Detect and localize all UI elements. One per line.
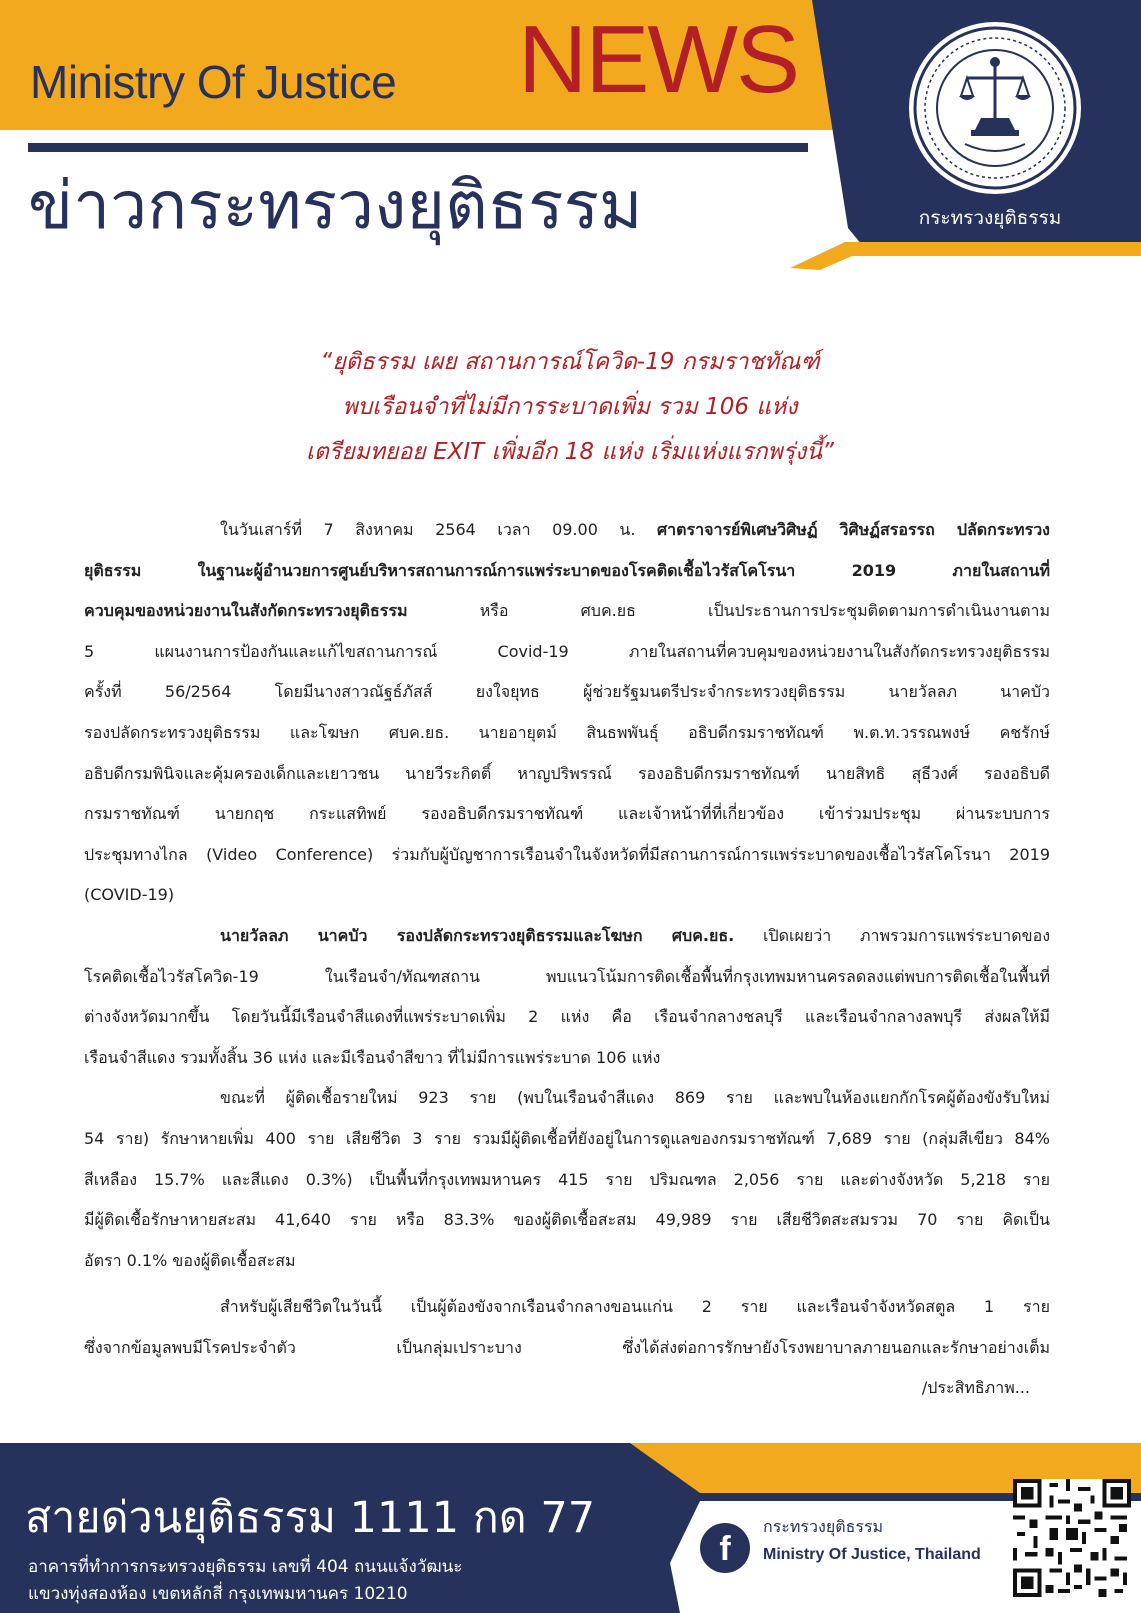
chairperson-name: ศาตราจารย์พิเศษวิศิษฏ์ วิศิษฏ์สรอรรถ ปลัดกระทรวง <box>656 520 1050 539</box>
paragraph-line: เรือนจำสีแดง รวมทั้งสิ้น 36 แห่ง และมีเรือนจำสีขาว ที่ไม่มีการแพร่ระบาด 106 แห่ง <box>84 1047 661 1067</box>
paragraph-4 <box>84 1287 1050 1368</box>
paragraph-line: กรมราชทัณฑ์ นายกฤช กระแสทิพย์ รองอธิบดีกรมราชทัณฑ์ และเจ้าหน้าที่ที่เกี่ยวข้อง เข้าร่วมประชุม ผ่านระบบการ <box>84 804 1050 824</box>
paragraph-line: ต่างจังหวัดมากขึ้น โดยวันนี้มีเรือนจำสีแดงที่แพร่ระบาดเพิ่ม 2 แห่ง คือ เรือนจำกลางชลบุรี และเรือนจำกลางลพบุรี ส่งผลให้มี <box>84 1007 1050 1027</box>
paragraph-line: สำหรับผู้เสียชีวิตในวันนี้ เป็นผู้ต้องขังจากเรือนจำกลางขอนแก่น 2 ราย และเรือนจำจังหวัดสตูล 1 ราย <box>220 1297 1050 1317</box>
spokesperson-name: นายวัลลภ นาคบัว รองปลัดกระทรวงยุติธรรมและโฆษก ศบค.ยธ. <box>220 925 735 945</box>
continued-marker: /ประสิทธิภาพ... <box>921 1378 1030 1398</box>
article-body <box>84 510 1050 1409</box>
meeting-date-text: ในวันเสาร์ที่ 7 สิงหาคม 2564 เวลา 09.00 น. <box>220 520 657 539</box>
facebook-icon[interactable]: f <box>700 1523 750 1573</box>
paragraph-2 <box>84 916 1050 1078</box>
address-line-1: อาคารที่ทำการกระทรวงยุติธรรม เลขที่ 404 ถนนแจ้งวัฒนะ <box>28 1557 463 1577</box>
paragraph-line: 5 แผนงานการป้องกันและแก้ไขสถานการณ์ Covid-19 ภายในสถานที่ควบคุมของหน่วยงานในสังกัดกระทรวงยุติธรรม <box>84 641 1050 661</box>
footer-banner <box>0 1443 1141 1613</box>
justice-hotline: สายด่วนยุติธรรม 1111 กด 77 <box>25 1493 596 1543</box>
paragraph-line: โรคติดเชื้อไวรัสโควิด-19 ในเรือนจำ/ทัณฑสถาน พบแนวโน้มการติดเชื้อพื้นที่กรุงเทพมหานครลดลงแต่พบการติดเชื้อในพื้นที่ <box>84 966 1050 986</box>
seal-caption: กระทรวงยุติธรรม <box>918 207 1062 229</box>
paragraph-line: ยุติธรรม ในฐานะผู้อำนวยการศูนย์บริหารสถานการณ์การแพร่ระบาดของโรคติดเชื้อไวรัสโคโรนา 2019 ภายในสถานที่ <box>84 560 1050 580</box>
headline-line-2: พบเรือนจำที่ไม่มีการระบาดเพิ่ม รวม 106 แห่ง <box>342 394 798 420</box>
facebook-page-english[interactable]: Ministry Of Justice, Thailand <box>763 1546 981 1563</box>
qr-code-icon[interactable] <box>1013 1479 1131 1597</box>
paragraph-line: นายวัลลภ นาคบัว รองปลัดกระทรวงยุติธรรมและโฆษก ศบค.ยธ. เปิดเผยว่า ภาพรวมการแพร่ระบาดของ <box>220 925 1050 945</box>
address-line-2: แขวงทุ่งสองห้อง เขตหลักสี่ กรุงเทพมหานคร 10210 <box>28 1584 408 1604</box>
paragraph-line: ควบคุมของหน่วยงานในสังกัดกระทรวงยุติธรรม หรือ ศบค.ยธ เป็นประธานการประชุมติดตามการดำเนินงานตาม <box>84 601 1050 621</box>
headline-line-1: “ยุติธรรม เผย สถานการณ์โควิด-19 กรมราชทัณฑ์ <box>320 349 820 375</box>
header-banner <box>0 0 1141 290</box>
paragraph-line: ซึ่งจากข้อมูลพบมีโรคประจำตัว เป็นกลุ่มเปราะบาง ซึ่งได้ส่งต่อการรักษายังโรงพยาบาลภายนอกและรักษาอย่างเต็ม <box>84 1337 1050 1357</box>
paragraph-3 <box>84 1078 1050 1281</box>
facebook-page-thai[interactable]: กระทรวงยุติธรรม <box>763 1517 884 1536</box>
paragraph-line: (COVID-19) <box>84 885 175 905</box>
headline-line-3: เตรียมทยอย EXIT เพิ่มอีก 18 แห่ง เริ่มแห่งแรกพรุ่งนี้” <box>306 439 834 465</box>
agency-name: ควบคุมของหน่วยงานในสังกัดกระทรวงยุติธรรม <box>84 601 408 621</box>
paragraph-line: มีผู้ติดเชื้อรักษาหายสะสม 41,640 ราย หรือ 83.3% ของผู้ติดเชื้อสะสม 49,989 ราย เสียชีวิตสะสมรวม 70 ราย คิดเป็น <box>84 1210 1050 1230</box>
press-release-headline <box>120 340 1020 475</box>
news-wordmark: NEWS <box>518 6 798 113</box>
paragraph-line: สีเหลือง 15.7% และสีแดง 0.3%) เป็นพื้นที่กรุงเทพมหานคร 415 ราย ปริมณฑล 2,056 ราย และต่างจังหวัด 5,218 ราย <box>84 1169 1050 1189</box>
paragraph-1 <box>84 510 1050 916</box>
paragraph-line: 54 ราย) รักษาหายเพิ่ม 400 ราย เสียชีวิต 3 ราย รวมมีผู้ติดเชื้อที่ยังอยู่ในการดูแลของกรมราชทัณฑ์ 7,689 ราย (กลุ่มสีเขียว 84% <box>84 1128 1050 1148</box>
paragraph-line: อัตรา 0.1% ของผู้ติดเชื้อสะสม <box>84 1250 296 1270</box>
ministry-seal-icon <box>905 18 1085 198</box>
paragraph-line: รองปลัดกระทรวงยุติธรรม และโฆษก ศบค.ยธ. นายอายุตม์ สินธพพันธุ์ อธิบดีกรมราชทัณฑ์ พ.ต.ท.วรรณพงษ์ คชรักษ์ <box>84 722 1050 742</box>
paragraph-line: อธิบดีกรมพินิจและคุ้มครองเด็กและเยาวชน นายวีระกิตติ์ หาญปริพรรณ์ รองอธิบดีกรมราชทัณฑ์ นายสิทธิ สุธีวงศ์ รองอธิบดี <box>84 763 1050 783</box>
paragraph-line: ประชุมทางไกล (Video Conference) ร่วมกับผู้บัญชาการเรือนจำในจังหวัดที่มีสถานการณ์การแพร่ระบาดของเชื้อไวรัสโคโรนา 2019 <box>84 844 1050 864</box>
paragraph-line <box>84 510 1050 551</box>
paragraph-line: ครั้งที่ 56/2564 โดยมีนางสาวณัฐธ์ภัสส์ ยงใจยุทธ ผู้ช่วยรัฐมนตรีประจำกระทรวงยุติธรรม นายวัลลภ นาคบัว <box>84 682 1050 702</box>
ministry-thai-news-title: ข่าวกระทรวงยุติธรรม <box>28 167 643 244</box>
paragraph-line: ขณะที่ ผู้ติดเชื้อรายใหม่ 923 ราย (พบในเรือนจำสีแดง 869 ราย และพบในห้องแยกกักโรคผู้ต้องขังรับใหม่ <box>220 1088 1050 1108</box>
ministry-english-title: Ministry Of Justice <box>30 56 397 108</box>
